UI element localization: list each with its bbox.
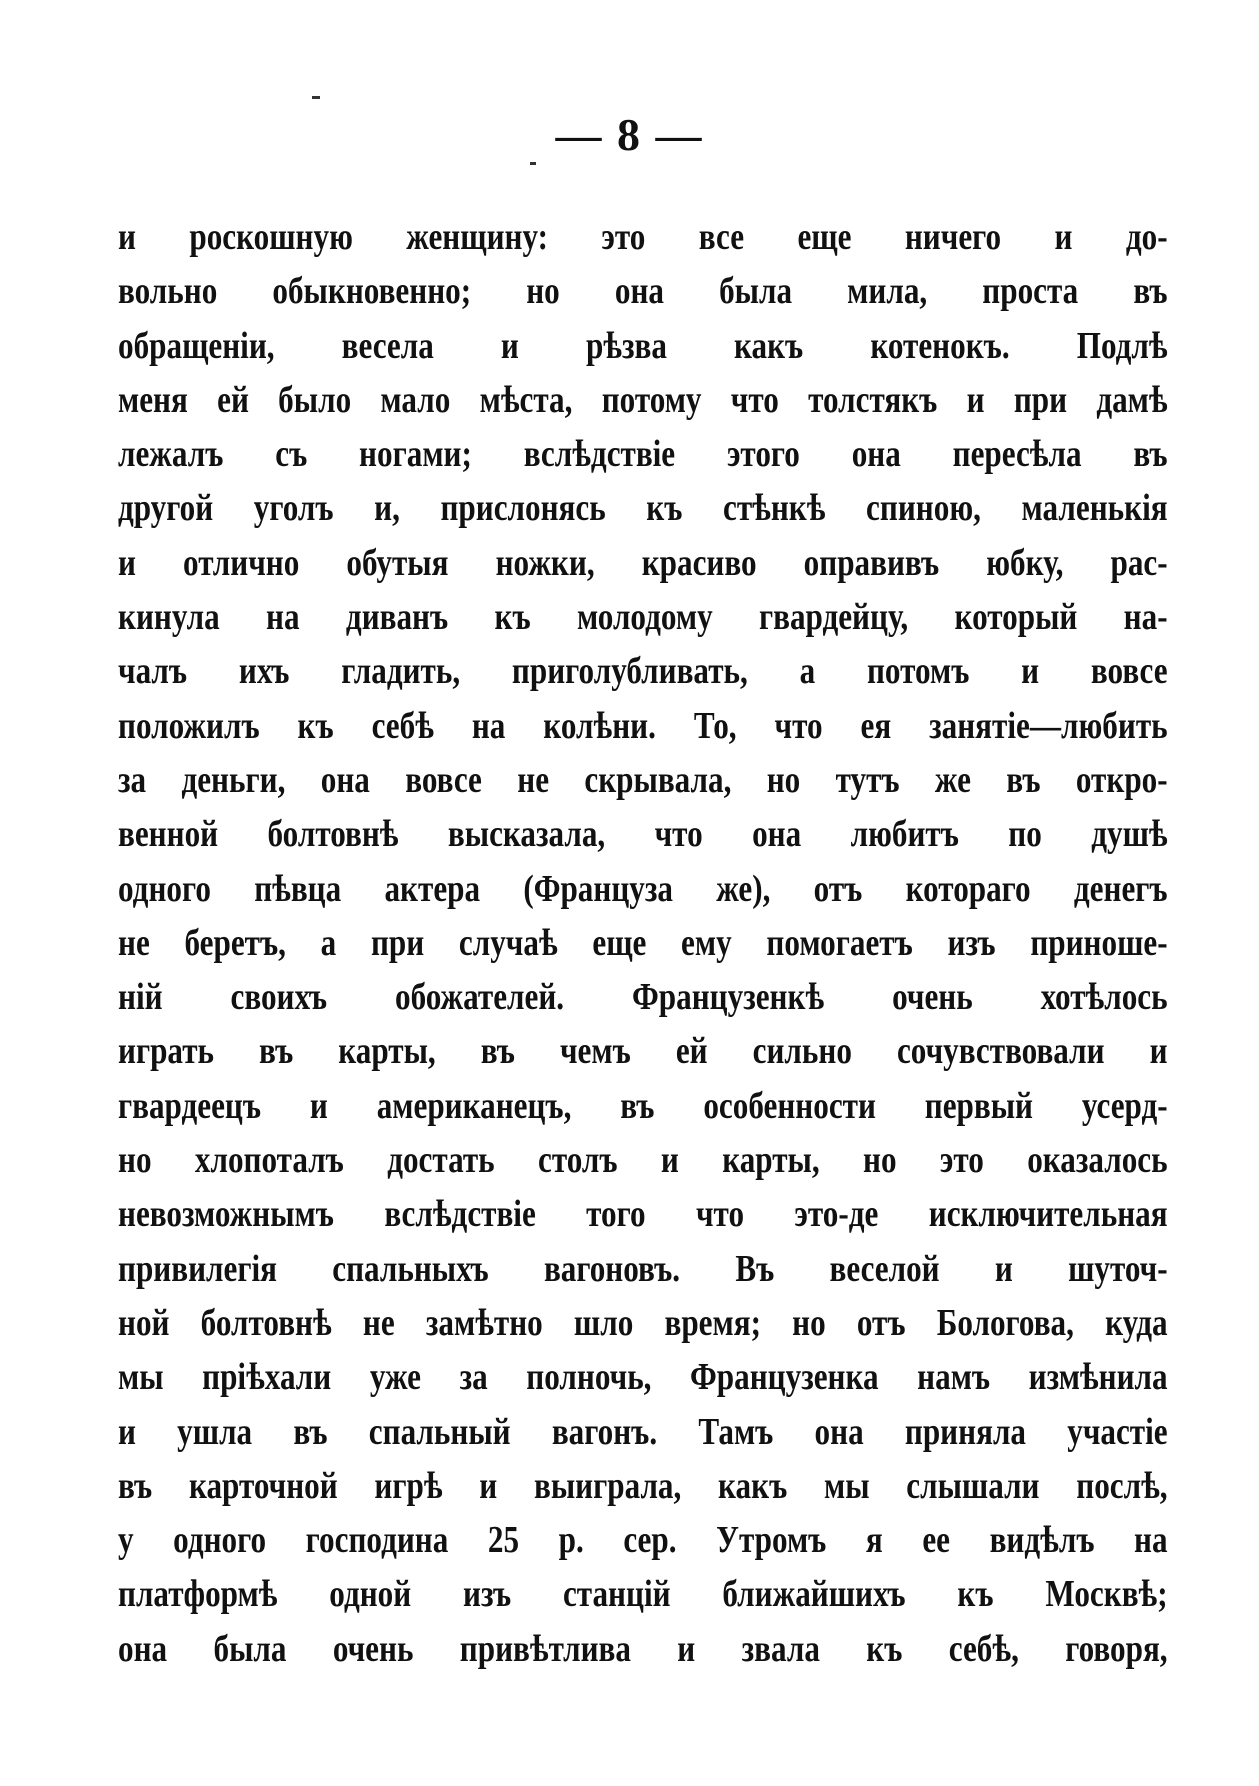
text-line: она была очень привѣтлива и звала къ себѣ, говоря, — [118, 1627, 1168, 1670]
text-line: играть въ карты, въ чемъ ей сильно сочувствовали и — [118, 1030, 1168, 1073]
text-line: не беретъ, а при случаѣ еще ему помогаетъ изъ приноше- — [118, 921, 1168, 964]
text-line: и роскошную женщину: это все еще ничего и до- — [118, 216, 1168, 258]
body-text — [118, 210, 1168, 1676]
print-speck — [312, 96, 320, 99]
text-line: одного пѣвца актера (Француза же), отъ котораго денегъ — [118, 867, 1168, 910]
text-line: въ карточной игрѣ и выиграла, какъ мы слышали послѣ, — [118, 1464, 1168, 1507]
text-line: ной болтовнѣ не замѣтно шло время; но отъ Бологова, куда — [118, 1301, 1168, 1344]
text-line: кинула на диванъ къ молодому гвардейцу, который на- — [118, 596, 1168, 639]
text-line: венной болтовнѣ высказала, что она любитъ по душѣ — [118, 813, 1168, 856]
print-speck — [530, 162, 536, 165]
text-line: привилегiя спальныхъ вагоновъ. Въ веселой и шуточ- — [118, 1247, 1168, 1290]
text-line: у одного господина 25 р. сер. Утромъ я ее видѣлъ на — [118, 1519, 1168, 1562]
text-line: другой уголъ и, прислонясь къ стѣнкѣ спиною, маленькiя — [118, 487, 1168, 530]
text-line: меня ей было мало мѣста, потому что толстякъ и при дамѣ — [118, 378, 1168, 421]
text-line: гвардеецъ и американецъ, въ особенности первый усерд- — [118, 1084, 1168, 1127]
text-line: вольно обыкновенно; но она была мила, проста въ — [118, 270, 1168, 313]
text-line: но хлопоталъ достать столъ и карты, но это оказалось — [118, 1139, 1168, 1182]
text-line: нiй своихъ обожателей. Французенкѣ очень хотѣлось — [118, 976, 1168, 1019]
text-line: за деньги, она вовсе не скрывала, но тутъ же въ откро- — [118, 758, 1168, 801]
text-line: чалъ ихъ гладить, приголубливать, а потомъ и вовсе — [118, 650, 1168, 693]
text-line: лежалъ съ ногами; вслѣдствiе этого она пересѣла въ — [118, 433, 1168, 476]
text-line: невозможнымъ вслѣдствiе того что это-де исключительная — [118, 1193, 1168, 1236]
page-number: — 8 — — [555, 109, 704, 160]
text-line: мы прiѣхали уже за полночь, Французенка намъ измѣнила — [118, 1356, 1168, 1399]
text-line: и ушла въ спальный вагонъ. Тамъ она приняла участiе — [118, 1410, 1168, 1453]
text-line: обращенiи, весела и рѣзва какъ котенокъ. Подлѣ — [118, 324, 1168, 367]
text-line: положилъ къ себѣ на колѣни. То, что ея занятiе—любить — [118, 704, 1168, 747]
text-line: и отлично обутыя ножки, красиво оправивъ юбку, рас- — [118, 541, 1168, 584]
text-line: платформѣ одной изъ станцiй ближайшихъ къ Москвѣ; — [118, 1573, 1168, 1616]
